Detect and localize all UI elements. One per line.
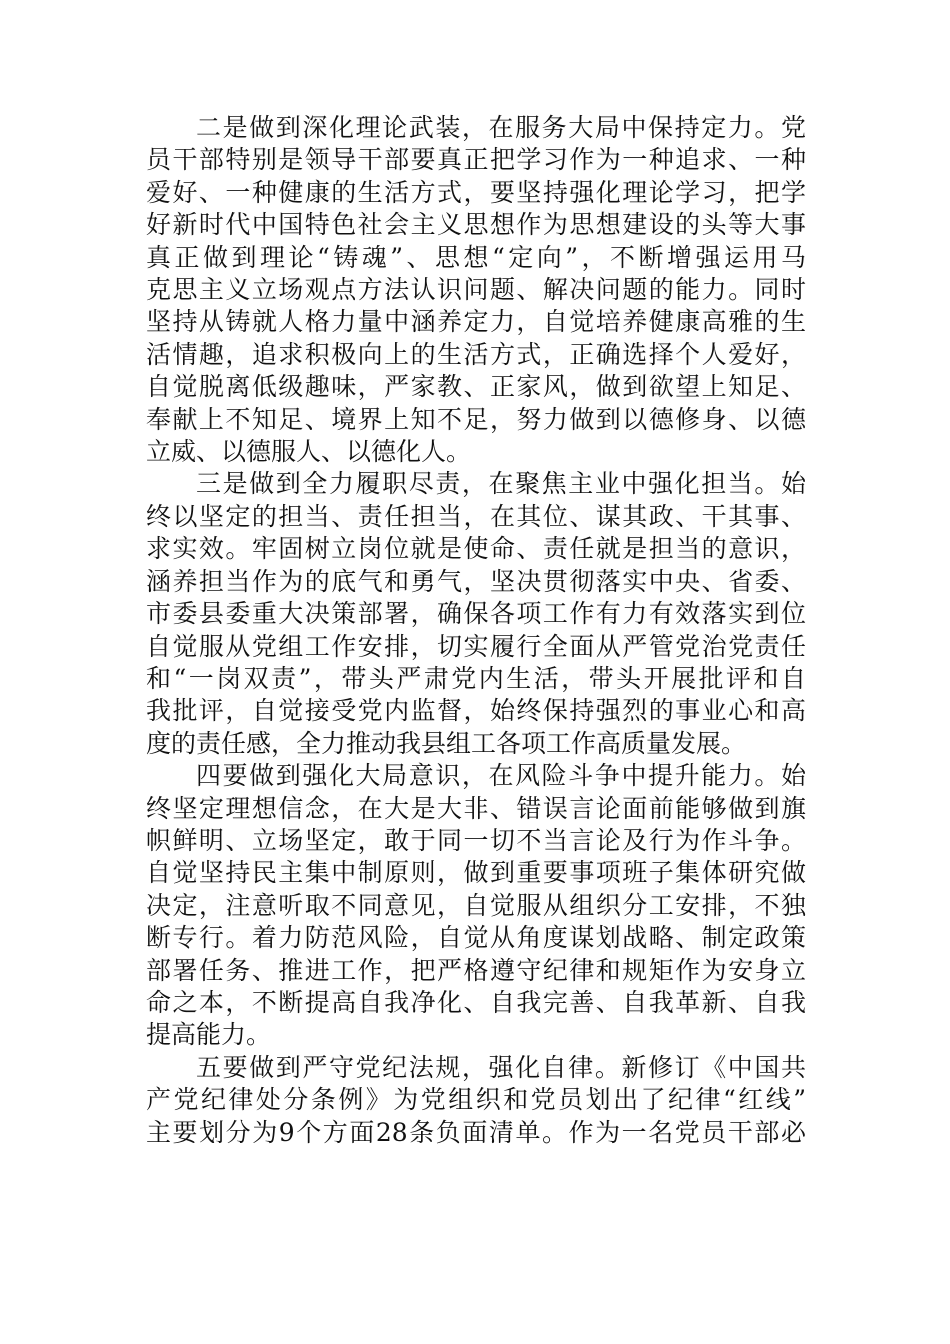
text-line: 帜鲜明、立场坚定，敢于同一切不当言论及行为作斗争。 bbox=[146, 825, 806, 855]
text-line: 涵养担当作为的底气和勇气，坚决贯彻落实中央、省委、 bbox=[146, 566, 806, 596]
text-line: 部署任务、推进工作，把严格遵守纪律和规矩作为安身立 bbox=[146, 955, 806, 985]
text-line: 主要划分为9个方面28条负面清单。作为一名党员干部必 bbox=[146, 1117, 806, 1147]
text-line: 真正做到理论“铸魂”、思想“定向”，不断增强运用马 bbox=[146, 242, 806, 272]
text-line: 命之本，不断提高自我净化、自我完善、自我革新、自我 bbox=[146, 987, 806, 1017]
text-line: 活情趣，追求积极向上的生活方式，正确选择个人爱好， bbox=[146, 339, 806, 369]
text-line: 自觉脱离低级趣味，严家教、正家风，做到欲望上知足、 bbox=[146, 372, 806, 402]
text-line: 度的责任感，全力推动我县组工各项工作高质量发展。 bbox=[146, 728, 747, 758]
paragraph-first-line: 五要做到严守党纪法规，强化自律。新修订《中国共 bbox=[196, 1052, 806, 1082]
text-line: 断专行。着力防范风险，自觉从角度谋划战略、制定政策 bbox=[146, 923, 806, 953]
text-line: 市委县委重大决策部署，确保各项工作有力有效落实到位 bbox=[146, 599, 806, 629]
text-line: 员干部特别是领导干部要真正把学习作为一种追求、一种 bbox=[146, 145, 806, 175]
text-line: 好新时代中国特色社会主义思想作为思想建设的头等大事 bbox=[146, 210, 806, 240]
paragraph-first-line: 三是做到全力履职尽责，在聚焦主业中强化担当。始 bbox=[196, 469, 806, 499]
text-line: 和“一岗双责”，带头严肃党内生活，带头开展批评和自 bbox=[146, 663, 806, 693]
text-line: 自觉服从党组工作安排，切实履行全面从严管党治党责任 bbox=[146, 631, 806, 661]
text-line: 终以坚定的担当、责任担当，在其位、谋其政、干其事、 bbox=[146, 501, 806, 531]
text-line: 奉献上不知足、境界上知不足，努力做到以德修身、以德 bbox=[146, 404, 806, 434]
text-line: 坚持从铸就人格力量中涵养定力，自觉培养健康高雅的生 bbox=[146, 307, 806, 337]
text-line: 终坚定理想信念，在大是大非、错误言论面前能够做到旗 bbox=[146, 793, 806, 823]
text-line: 求实效。牢固树立岗位就是使命、责任就是担当的意识， bbox=[146, 534, 806, 564]
text-line: 自觉坚持民主集中制原则，做到重要事项班子集体研究做 bbox=[146, 858, 806, 888]
text-line: 提高能力。 bbox=[146, 1020, 272, 1050]
text-line: 决定，注意听取不同意见，自觉服从组织分工安排，不独 bbox=[146, 890, 806, 920]
paragraph-first-line: 四要做到强化大局意识，在风险斗争中提升能力。始 bbox=[196, 761, 806, 791]
document-body bbox=[146, 112, 806, 1149]
text-line: 我批评，自觉接受党内监督，始终保持强烈的事业心和高 bbox=[146, 696, 806, 726]
paragraph-first-line: 二是做到深化理论武装，在服务大局中保持定力。党 bbox=[196, 113, 806, 142]
text-line: 爱好、一种健康的生活方式，要坚持强化理论学习，把学 bbox=[146, 177, 806, 207]
text-line: 产党纪律处分条例》为党组织和党员划出了纪律“红线” bbox=[146, 1085, 806, 1115]
text-line: 立威、以德服人、以德化人。 bbox=[146, 437, 472, 467]
text-line: 克思主义立场观点方法认识问题、解决问题的能力。同时 bbox=[146, 275, 806, 305]
